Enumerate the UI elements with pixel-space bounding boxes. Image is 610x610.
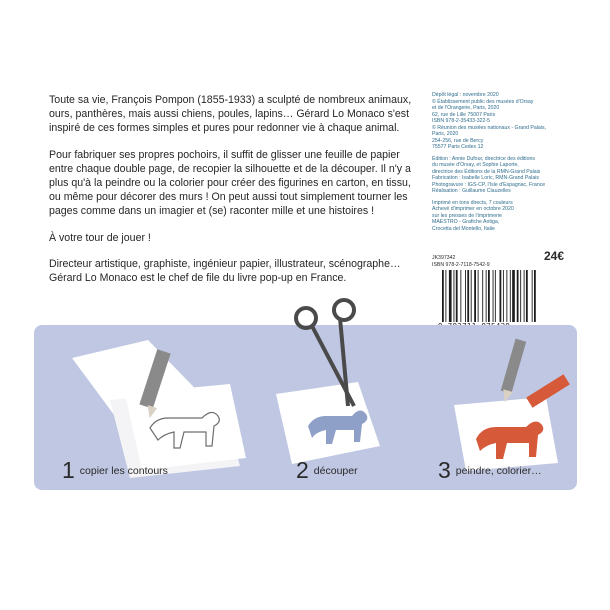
colophon-line: ISBN 978-2-35433-322-5 — [432, 118, 490, 124]
paragraph-call-to-action: À votre tour de jouer ! — [49, 231, 151, 244]
colophon-printing — [432, 200, 582, 233]
barcode-bar — [471, 270, 472, 322]
step-2-label — [296, 457, 358, 484]
barcode-bar — [503, 270, 504, 322]
product-code: JK397342 — [432, 255, 456, 261]
barcode-bar — [467, 270, 469, 322]
paragraph-intro: Toute sa vie, François Pompon (1855-1933) a sculpté de nombreux animaux, ours, panthères, mais aussi chiens, poules, lapins… Gérard Lo Monaco s'est inspiré de ces formes simples et pures pour redonner vie à chaque animal. — [49, 94, 412, 135]
colophon — [432, 92, 582, 237]
colophon-line: Fabrication : Isabelle Loric, RMN-Grand Palais — [432, 175, 539, 181]
step-text: copier les contours — [79, 465, 168, 477]
colophon-line: sur les presses de l'imprimerie — [432, 212, 502, 219]
step-number: 3 — [438, 457, 451, 483]
barcode-bar — [524, 270, 525, 322]
barcode-bar — [495, 270, 496, 322]
step3-illustration — [450, 335, 570, 475]
colophon-line: MAESTRO - Grafiche Antiga, — [432, 219, 500, 225]
step2-illustration — [270, 288, 410, 478]
colophon-line: Paris, 2020 — [432, 131, 459, 137]
barcode-bar — [488, 270, 490, 322]
colophon-line: Crocetta del Montello, Italie — [432, 225, 495, 232]
barcode-bar — [482, 270, 483, 322]
step-text: découper — [313, 465, 358, 477]
barcode-bar — [486, 270, 487, 322]
barcode-bar — [465, 270, 466, 322]
paragraph-author-bio: Directeur artistique, graphiste, ingénieur papier, illustrateur, scénographe… Gérard Lo Monaco est le chef de file du livre pop-up en France. — [49, 257, 401, 285]
isbn-number: ISBN 978-2-7118-7542-9 — [432, 261, 490, 268]
step-text: peindre, colorier… — [455, 465, 542, 477]
barcode-bar — [478, 270, 479, 322]
colophon-line: 62, rue de Lille 75007 Paris — [432, 111, 496, 118]
description-text — [49, 93, 419, 297]
barcode-bar — [512, 270, 515, 322]
step-3-label — [438, 457, 542, 484]
barcode-bar — [517, 270, 519, 322]
barcode — [438, 270, 574, 322]
colophon-line: © Réunion des musées nationaux - Grand Palais, — [432, 124, 546, 131]
step-number: 1 — [62, 457, 75, 483]
step-number: 2 — [296, 457, 309, 483]
paragraph-instructions: Pour fabriquer ses propres pochoirs, il suffit de glisser une feuille de papier entre chaque double page, de recopier la silhouette et de la découper. Il n'y a plus qu'à la peindre ou la colorier pour créer des figurines en carton, en tissu, ou même pour décorer des murs ! On peut aussi tout simplement tourner les pages comme dans un imagier et (se) raconter mille et une histoires ! — [49, 148, 411, 218]
colophon-line: Photogravure : IGS-CP, l'Isle d'Espagnac, France — [432, 181, 546, 188]
colophon-line: 254-256, rue de Bercy — [432, 137, 484, 144]
colophon-line: Réalisation : Guillaume Clauzelles — [432, 188, 511, 194]
colophon-line: © Établissement public des musées d'Orsay — [432, 98, 534, 105]
barcode-bar — [460, 270, 461, 322]
barcode-bar — [454, 270, 455, 322]
colophon-line: 75577 Paris Cedex 12 — [432, 144, 484, 150]
barcode-bar — [493, 270, 494, 322]
colophon-legal — [432, 92, 582, 151]
barcode-bar — [520, 270, 521, 322]
barcode-bar — [534, 270, 536, 322]
colophon-line: Imprimé en tons directs, 7 couleurs — [432, 199, 513, 206]
barcode-bar — [456, 270, 458, 322]
barcode-bar — [442, 270, 444, 322]
colophon-credits — [432, 156, 582, 195]
barcode-bar — [526, 270, 528, 322]
barcode-bar — [510, 270, 511, 322]
barcode-bar — [532, 270, 533, 322]
colophon-line: Édition : Annie Dufour, directrice des éditions — [432, 155, 535, 162]
barcode-bar — [445, 270, 446, 322]
colophon-line: directrice des Éditions de la RMN-Grand Palais — [432, 168, 541, 175]
barcode-bar — [474, 270, 476, 322]
colophon-line: Dépôt légal : novembre 2020 — [432, 92, 499, 98]
price: 24€ — [544, 249, 565, 263]
barcode-bar — [506, 270, 507, 322]
barcode-bar — [449, 270, 452, 322]
colophon-line: Achevé d'imprimer en octobre 2020 — [432, 206, 514, 212]
colophon-line: et de l'Orangerie, Paris, 2020 — [432, 105, 500, 111]
step-1-label — [62, 457, 168, 484]
barcode-bar — [500, 270, 502, 322]
colophon-line: du musée d'Orsay, et Sophie Laporte, — [432, 162, 519, 168]
